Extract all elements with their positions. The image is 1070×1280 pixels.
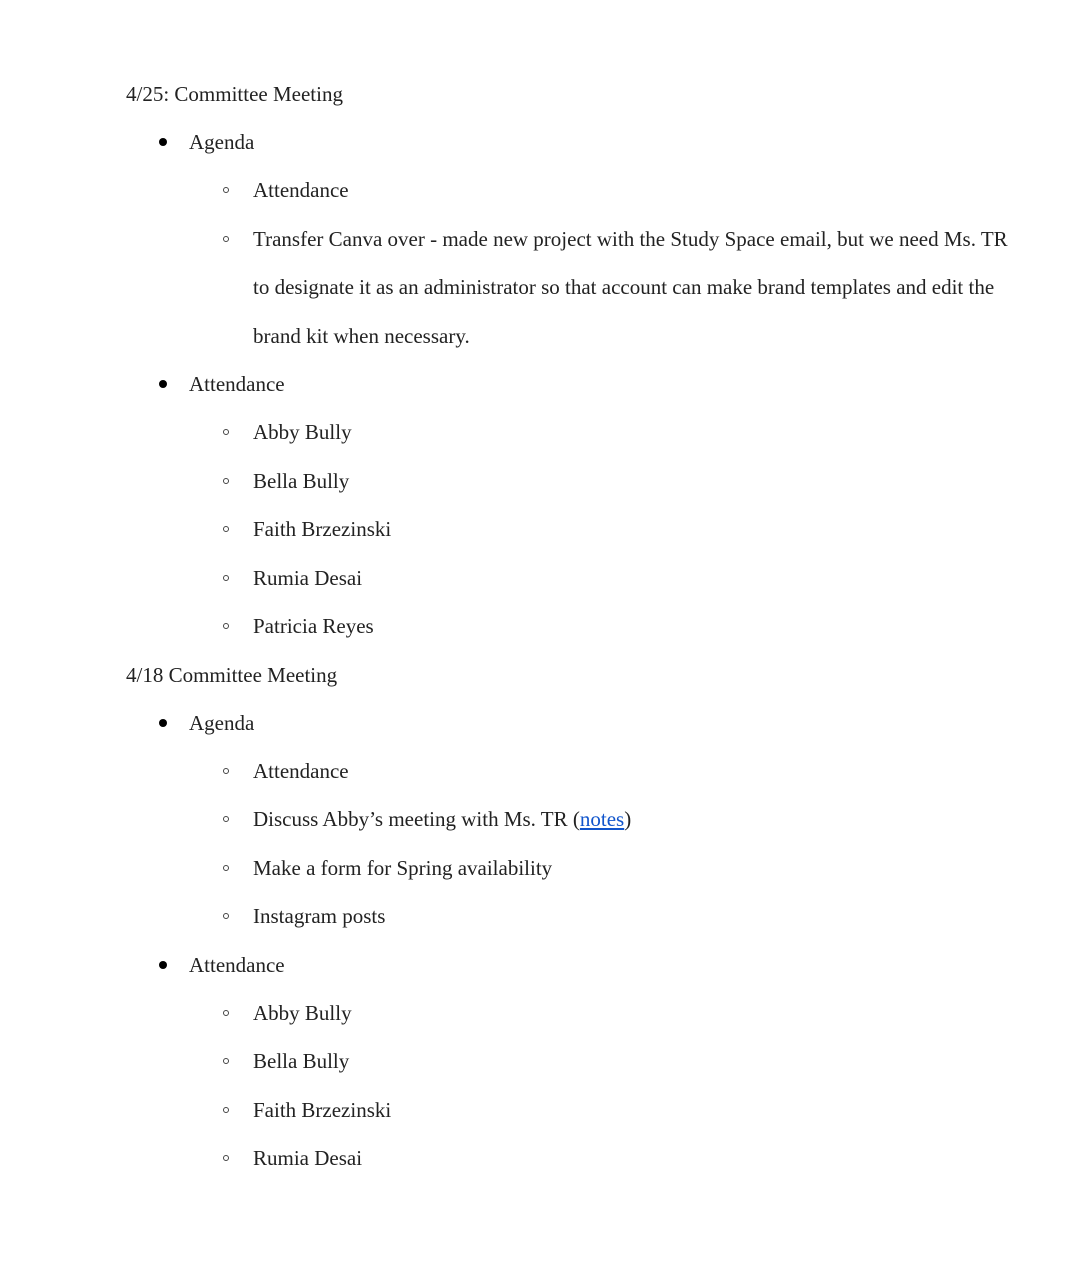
attendee-name: Faith Brzezinski	[253, 517, 392, 541]
meeting-title: 4/25: Committee Meeting	[126, 82, 343, 106]
agenda-item	[126, 795, 1026, 844]
attendance-heading	[126, 941, 1026, 989]
attendee-item	[126, 505, 1026, 554]
attendee-name: Patricia Reyes	[253, 614, 374, 638]
attendee-name: Faith Brzezinski	[253, 1097, 392, 1122]
agenda-heading	[126, 118, 1026, 166]
hollow-bullet-icon	[223, 478, 229, 484]
attendee-name: Abby Bully	[253, 420, 352, 444]
agenda-item-text: Attendance	[253, 178, 349, 202]
attendee-name: Rumia Desai	[253, 565, 363, 590]
agenda-item-text	[253, 807, 631, 831]
notes-link[interactable]: notes	[579, 807, 625, 831]
attendee-item	[126, 554, 1026, 603]
agenda-label: Agenda	[189, 710, 255, 735]
attendee-item	[126, 1037, 1026, 1086]
hollow-bullet-icon	[223, 429, 229, 435]
filled-bullet-icon	[159, 380, 167, 388]
hollow-bullet-icon	[223, 236, 229, 242]
hollow-bullet-icon	[223, 187, 229, 193]
document-page	[126, 70, 1026, 1183]
hollow-bullet-icon	[223, 1107, 229, 1113]
hollow-bullet-icon	[223, 1058, 229, 1064]
attendee-name: Bella Bully	[253, 468, 350, 493]
agenda-item	[126, 215, 1026, 361]
attendance-label: Attendance	[189, 952, 285, 977]
attendee-item	[126, 1134, 1026, 1183]
agenda-label: Agenda	[189, 130, 255, 154]
agenda-item-text-after: )	[624, 807, 632, 831]
agenda-item-text-before: Discuss Abby’s meeting with Ms. TR (	[253, 807, 580, 831]
agenda-item	[126, 892, 1026, 941]
agenda-item	[126, 844, 1026, 893]
agenda-heading	[126, 699, 1026, 747]
attendee-item	[126, 989, 1026, 1038]
filled-bullet-icon	[159, 719, 167, 727]
attendee-name: Abby Bully	[253, 1000, 352, 1025]
meeting-title: 4/18 Committee Meeting	[126, 662, 338, 687]
hollow-bullet-icon	[223, 816, 229, 822]
hollow-bullet-icon	[223, 526, 229, 532]
attendee-item	[126, 1086, 1026, 1135]
hollow-bullet-icon	[223, 575, 229, 581]
hollow-bullet-icon	[223, 913, 229, 919]
attendance-heading	[126, 360, 1026, 408]
agenda-item-text: Instagram posts	[253, 904, 386, 928]
hollow-bullet-icon	[223, 1155, 229, 1161]
attendee-name: Bella Bully	[253, 1049, 350, 1073]
agenda-item	[126, 747, 1026, 796]
attendance-label: Attendance	[189, 372, 285, 396]
attendee-item	[126, 602, 1026, 651]
attendee-item	[126, 408, 1026, 457]
attendee-name: Rumia Desai	[253, 1146, 363, 1170]
hollow-bullet-icon	[223, 865, 229, 871]
agenda-item-text: Make a form for Spring availability	[253, 855, 553, 880]
agenda-item-text: Transfer Canva over - made new project with the Study Space email, but we need Ms. TR to designate it as an administrator so that account can make brand templates and edit the brand kit when necessary.	[253, 226, 1008, 348]
filled-bullet-icon	[159, 961, 167, 969]
attendee-item	[126, 457, 1026, 506]
hollow-bullet-icon	[223, 1010, 229, 1016]
hollow-bullet-icon	[223, 623, 229, 629]
hollow-bullet-icon	[223, 768, 229, 774]
agenda-item-text: Attendance	[253, 758, 349, 783]
filled-bullet-icon	[159, 138, 167, 146]
agenda-item	[126, 166, 1026, 215]
